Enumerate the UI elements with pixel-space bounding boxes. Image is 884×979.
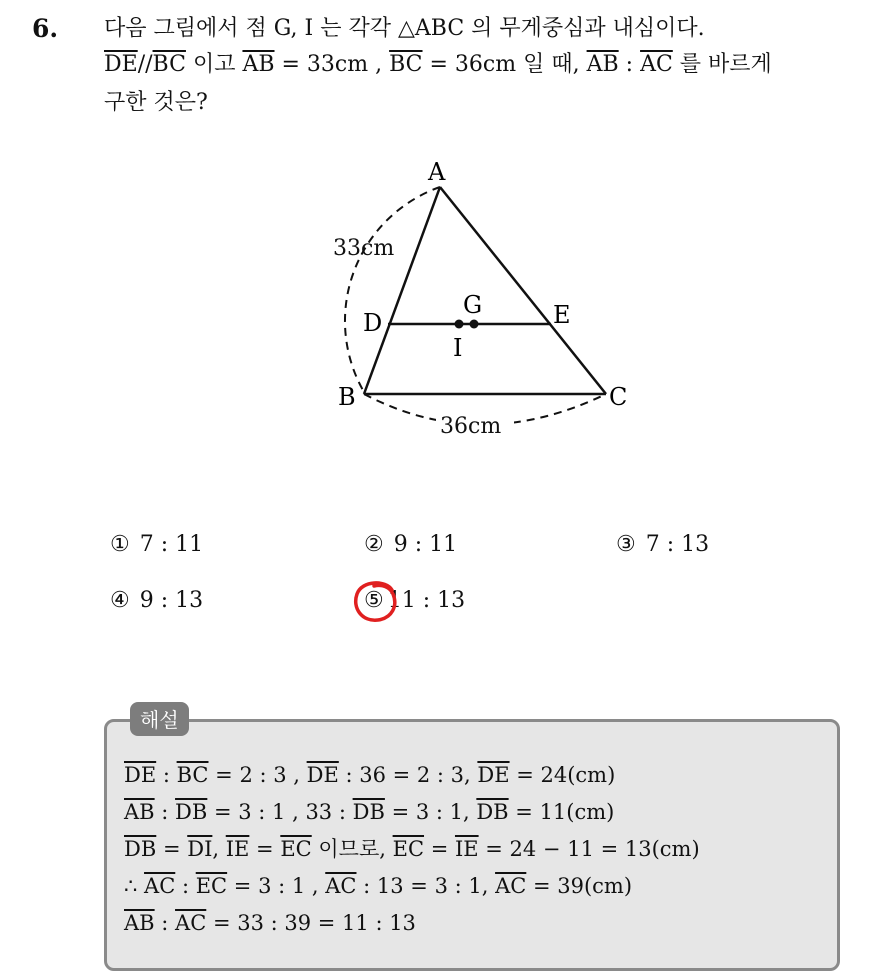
side-ab [364,187,440,394]
label-d: D [363,309,383,337]
text-fragment: = [424,837,455,861]
text-fragment: = 2 : 3 , [208,763,307,787]
segment-de: $\overline{DE}$ [104,52,138,77]
segment-bc: $\overline{BC}$ [176,763,209,787]
label-bc-length: 36cm [440,414,502,439]
choice-number: ③ [616,532,636,557]
text-fragment: : 36 = 2 : 3, [338,763,478,787]
text-fragment: = 33 : 39 = 11 : 13 [206,911,416,935]
text-fragment: = 3 : 1 , 33 : [207,800,353,824]
label-c: C [609,383,628,411]
segment-ec: $\overline{EC}$ [195,874,228,898]
choice-2[interactable] [364,530,457,560]
therefore-sign: ∴ [124,874,145,898]
text-fragment: = 39(cm) [526,874,633,898]
solution-line-3 [124,834,700,864]
choice-number: ④ [110,588,130,613]
segment-ec: $\overline{EC}$ [280,837,312,861]
label-e: E [553,301,571,329]
text-fragment: 이므로, [311,837,393,861]
segment-bc: $\overline{BC}$ [152,52,186,77]
text-fragment: : [175,874,196,898]
text-fragment: , [212,837,226,861]
segment-db: $\overline{DB}$ [476,800,509,824]
text-fragment: = 24(cm) [509,763,616,787]
segment-ab: $\overline{AB}$ [242,52,275,77]
choice-3[interactable] [616,530,709,560]
question-line-3: 구한 것은? [104,90,208,115]
text-fragment: = [249,837,281,861]
segment-ab: $\overline{AB}$ [586,52,619,77]
text-fragment: : [154,911,176,935]
text-fragment: = 33cm , [274,52,390,77]
triangle-figure [320,150,640,450]
choice-number: ① [110,532,130,557]
label-i: I [453,334,463,362]
segment-ie: $\overline{IE}$ [225,837,250,861]
choice-text: 9 : 11 [393,532,458,557]
choice-number: ⑤ [364,588,384,613]
segment-ac: $\overline{AC}$ [325,874,357,898]
text-fragment: 를 바르게 [672,52,772,77]
segment-ab: $\overline{AB}$ [124,800,155,824]
point-i [455,320,464,329]
text-fragment: = 11(cm) [508,800,615,824]
label-b: B [338,383,356,411]
question-number: 6. [32,14,59,43]
segment-ac: $\overline{AC}$ [144,874,176,898]
choice-number: ② [364,532,384,557]
choice-1[interactable] [110,530,203,560]
choice-text: 7 : 11 [139,532,204,557]
segment-bc: $\overline{BC}$ [389,52,423,77]
segment-ac: $\overline{AC}$ [495,874,527,898]
segment-ab: $\overline{AB}$ [124,911,155,935]
text-fragment: = [156,837,188,861]
solution-tag: 해설 [130,702,189,736]
ratio-colon: : [618,52,641,77]
solution-line-1 [124,760,615,790]
text-fragment: = 3 : 1, [384,800,477,824]
question-line-1: 다음 그림에서 점 G, I 는 각각 △ABC 의 무게중심과 내심이다. [104,16,705,41]
segment-db: $\overline{DB}$ [352,800,385,824]
segment-db: $\overline{DB}$ [124,837,157,861]
choice-text: 7 : 13 [645,532,710,557]
label-a: A [428,158,446,186]
segment-de: $\overline{DE}$ [124,763,157,787]
text-fragment: = 24 − 11 = 13(cm) [478,837,700,861]
segment-de: $\overline{DE}$ [306,763,339,787]
solution-line-4 [124,871,632,901]
text-fragment: : 13 = 3 : 1, [356,874,496,898]
text-fragment: 이고 [185,52,243,77]
text-fragment: : [156,763,177,787]
text-fragment: = 3 : 1 , [227,874,326,898]
label-ab-length: 33cm [333,236,395,261]
solution-line-5 [124,908,416,938]
point-g [470,320,479,329]
segment-de: $\overline{DE}$ [477,763,510,787]
answer-mark-circle [352,578,402,626]
ab-length-arc [345,187,440,392]
segment-ac: $\overline{AC}$ [640,52,673,77]
segment-ec: $\overline{EC}$ [392,837,425,861]
parallel-sign: // [137,52,153,77]
choice-text: 9 : 13 [139,588,204,613]
segment-di: $\overline{DI}$ [187,837,213,861]
segment-db: $\overline{DB}$ [175,800,208,824]
text-fragment: : [154,800,176,824]
question-line-2 [104,50,772,80]
text-fragment: = 36cm 일 때, [422,52,587,77]
segment-ie: $\overline{IE}$ [454,837,479,861]
label-g: G [463,291,483,319]
choice-text: 11 : 13 [387,588,466,613]
choice-4[interactable] [110,586,203,616]
solution-line-2 [124,797,614,827]
segment-ac: $\overline{AC}$ [175,911,207,935]
